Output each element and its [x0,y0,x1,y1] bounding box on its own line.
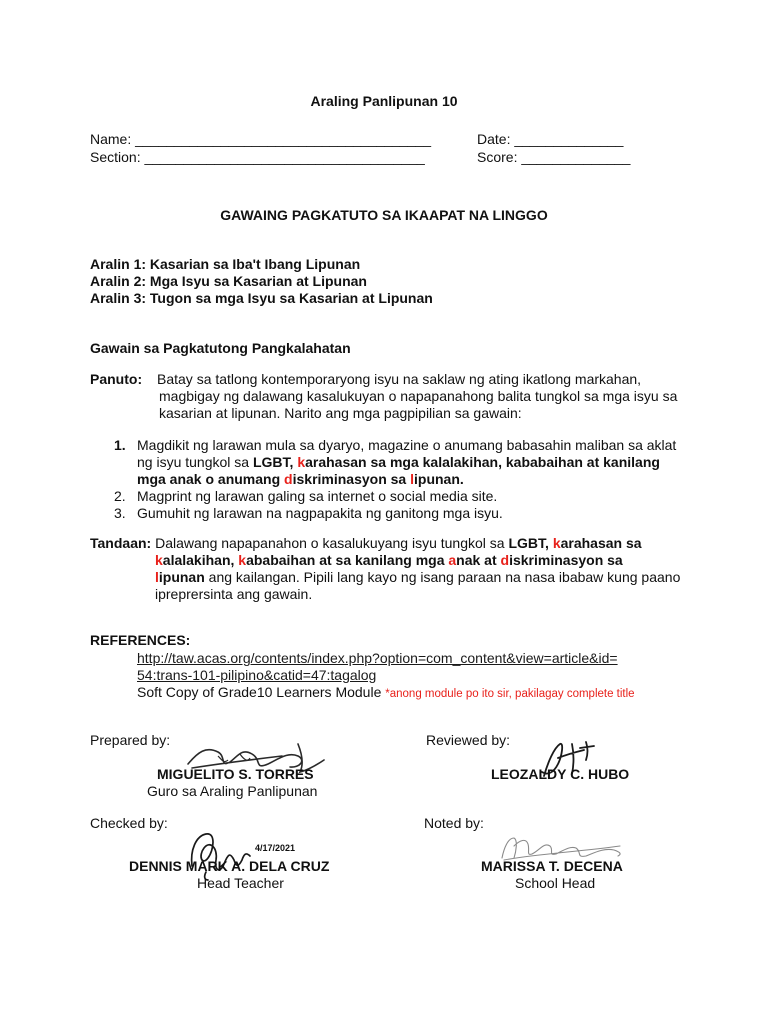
checked-by-label: Checked by: [90,815,168,831]
prepared-by-label: Prepared by: [90,732,171,748]
lesson-1: Aralin 1: Kasarian sa Iba't Ibang Lipunan [90,256,361,272]
directions-line-3: kasarian at lipunan. Narito ang mga pagpipilian sa gawain: [159,405,522,421]
checker-role: Head Teacher [197,875,284,891]
option-2-text: Magprint ng larawan galing sa internet o social media site. [137,488,498,504]
option-2-number: 2. [114,488,126,504]
lesson-3: Aralin 3: Tugon sa mga Isyu sa Kasarian at Lipunan [90,290,433,306]
name-field-label: Name: ______________________________________ [90,131,431,147]
activity-title: GAWAING PAGKATUTO SA IKAAPAT NA LINGGO [220,207,548,223]
checked-date: 4/17/2021 [255,843,296,853]
noted-by-label: Noted by: [424,815,484,831]
preparer-role: Guro sa Araling Panlipunan [147,783,318,799]
softcopy-reference: Soft Copy of Grade10 Learners Module *anong module po ito sir, pakilagay complete title [137,684,635,700]
option-1-line-3: mga anak o anumang diskriminasyon sa lipunan. [137,471,464,487]
noter-name: MARISSA T. DECENA [481,858,623,874]
references-heading: REFERENCES: [90,632,191,648]
noter-role: School Head [515,875,596,891]
reference-link-line-1[interactable]: http://taw.acas.org/contents/index.php?option=com_content&view=article&id= [137,650,618,666]
option-1-line-1: Magdikit ng larawan mula sa dyaryo, magazine o anumang babasahin maliban sa aklat [137,437,677,453]
reminder-line-2: kalalakihan, kababaihan at sa kanilang mga anak at diskriminasyon sa [155,552,623,568]
checker-name: DENNIS MARK A. DELA CRUZ [129,858,330,874]
score-field-label: Score: ______________ [477,149,631,165]
reviewed-by-label: Reviewed by: [426,732,511,748]
document-subject: Araling Panlipunan 10 [310,93,458,109]
reference-link-line-2[interactable]: 54:trans-101-pilipino&catid=47:tagalog [137,667,377,683]
lesson-2: Aralin 2: Mga Isyu sa Kasarian at Lipunan [90,273,367,289]
date-field-label: Date: ______________ [477,131,624,147]
reminder-line-4: ipreprersinta ang gawain. [155,586,313,602]
option-1-line-2: ng isyu tungkol sa LGBT, karahasan sa mga kalalakihan, kababaihan at kanilang [137,454,660,470]
reviewer-note: *anong module po ito sir, pakilagay complete title [385,688,635,700]
option-3-number: 3. [114,505,126,521]
general-activity-heading: Gawain sa Pagkatutong Pangkalahatan [90,340,351,356]
directions-line-2: magbigay ng dalawang kasalukuyan o napapanahong balita tungkol sa mga isyu sa [159,388,678,404]
reminder-line-3: lipunan ang kailangan. Pipili lang kayo ng isang paraan na nasa ibabaw kung paano [155,569,681,585]
option-3-text: Gumuhit ng larawan na nagpapakita ng ganitong mga isyu. [137,505,503,521]
option-1-number: 1. [114,437,126,453]
reminder-line-1: Tandaan: Dalawang napapanahon o kasalukuyang isyu tungkol sa LGBT, karahasan sa [90,535,642,551]
section-field-label: Section: ____________________________________ [90,149,425,165]
directions-label: Panuto: [90,371,143,387]
reviewer-name: LEOZALDY C. HUBO [491,766,630,782]
directions-line-1: Batay sa tatlong kontemporaryong isyu na saklaw ng ating ikatlong markahan, [157,371,642,387]
reminder-label: Tandaan: [90,535,152,551]
preparer-name: MIGUELITO S. TORRES [157,766,314,782]
